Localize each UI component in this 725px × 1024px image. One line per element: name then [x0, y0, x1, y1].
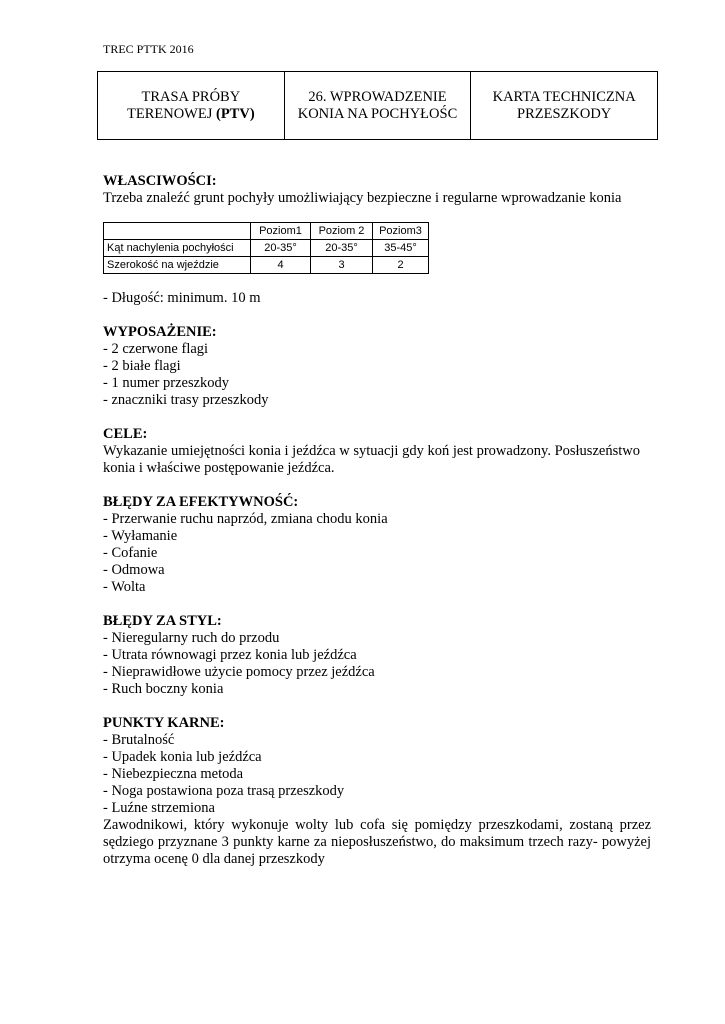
header-card-line1: KARTA TECHNICZNA: [492, 88, 636, 105]
list-item: - Wolta: [103, 579, 146, 595]
header-obstacle-line2: KONIA NA POCHYŁOŚC: [297, 105, 458, 122]
list-item: - Odmowa: [103, 562, 165, 578]
running-header: TREC PTTK 2016: [103, 42, 194, 56]
list-item: - znaczniki trasy przeszkody: [103, 392, 269, 408]
style-errors-list: [103, 630, 651, 698]
header-table: [97, 71, 658, 140]
list-item: - Upadek konia lub jeźdźca: [103, 749, 262, 765]
list-item: - Noga postawiona poza trasą przeszkody: [103, 783, 345, 799]
header-route-line1: TRASA PRÓBY: [141, 88, 241, 105]
efficiency-errors-title: BŁĘDY ZA EFEKTYWNOŚĆ:: [103, 494, 299, 510]
width-level-2: 3: [311, 257, 373, 274]
list-item: - 1 numer przeszkody: [103, 375, 230, 391]
equipment-title: WYPOSAŻENIE:: [103, 324, 217, 340]
goals-text: Wykazanie umiejętności konia i jeźdźca w sytuacji gdy koń jest prowadzony. Posłuszeństwo konia i właściwe postępowanie jeźdźca.: [103, 443, 640, 476]
list-item: - Luźne strzemiona: [103, 800, 215, 816]
penalties-title: PUNKTY KARNE:: [103, 715, 225, 731]
properties-text: Trzeba znaleźć grunt pochyły umożliwiający bezpieczne i regularne wprowadzanie konia: [103, 190, 622, 206]
list-item: - 2 białe flagi: [103, 358, 181, 374]
goals-title: CELE:: [103, 426, 148, 442]
header-obstacle-line1: 26. WPROWADZENIE: [308, 88, 447, 105]
level-header-2: Poziom 2: [311, 223, 373, 240]
equipment-list: [103, 341, 651, 409]
header-cell-route: [98, 72, 285, 140]
style-errors-title: BŁĘDY ZA STYL:: [103, 613, 222, 629]
length-line: - Długość: minimum. 10 m: [103, 290, 261, 306]
table-row: [104, 240, 429, 257]
header-route-prefix: TERENOWEJ: [126, 105, 216, 122]
row-label-width: Szerokość na wjeździe: [104, 257, 251, 274]
document-body: [103, 173, 651, 868]
list-item: - Wyłamanie: [103, 528, 178, 544]
list-item: - Cofanie: [103, 545, 158, 561]
header-cell-card: [471, 72, 658, 140]
properties-title: WŁASCIWOŚCI:: [103, 173, 217, 189]
level-header-3: Poziom3: [373, 223, 429, 240]
list-item: - Utrata równowagi przez konia lub jeźdźca: [103, 647, 357, 663]
width-level-3: 2: [373, 257, 429, 274]
list-item: - Nieprawidłowe użycie pomocy przez jeźdźca: [103, 664, 375, 680]
angle-level-3: 35-45°: [373, 240, 429, 257]
level-header-1: Poziom1: [251, 223, 311, 240]
list-item: - Przerwanie ruchu naprzód, zmiana chodu konia: [103, 511, 388, 527]
angle-level-2: 20-35°: [311, 240, 373, 257]
level-table-corner: [104, 223, 251, 240]
list-item: - Ruch boczny konia: [103, 681, 224, 697]
header-card-line2: PRZESZKODY: [517, 105, 612, 122]
table-row: [104, 257, 429, 274]
header-cell-obstacle: [284, 72, 471, 140]
list-item: - Niebezpieczna metoda: [103, 766, 244, 782]
list-item: - 2 czerwone flagi: [103, 341, 209, 357]
penalties-note: Zawodnikowi, który wykonuje wolty lub cofa się pomiędzy przeszkodami, zostaną przez sędziego przyznane 3 punkty karne za nieposłuszeństwo, do maksimum trzech razy- powyżej otrzyma ocenę 0 dla danej przeszkody: [103, 817, 651, 867]
row-label-angle: Kąt nachylenia pochyłości: [104, 240, 251, 257]
list-item: - Brutalność: [103, 732, 175, 748]
penalties-list: [103, 732, 651, 817]
header-route-line2: [102, 106, 280, 123]
width-level-1: 4: [251, 257, 311, 274]
efficiency-errors-list: [103, 511, 651, 596]
angle-level-1: 20-35°: [251, 240, 311, 257]
list-item: - Nieregularny ruch do przodu: [103, 630, 280, 646]
level-table-header-row: [104, 223, 429, 240]
level-table: [103, 222, 429, 274]
header-route-code: (PTV): [215, 105, 255, 122]
